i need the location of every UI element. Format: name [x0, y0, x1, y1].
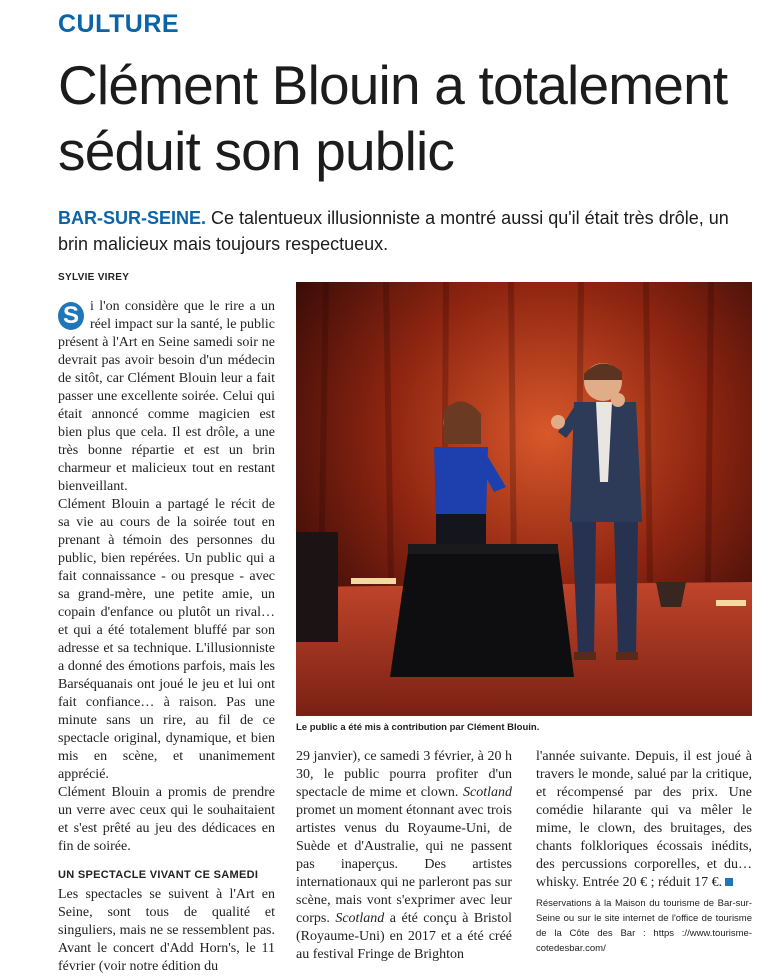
show-title-1: Scotland [463, 785, 512, 800]
headline-line-2: séduit son public [58, 120, 455, 182]
drop-cap: S [58, 302, 84, 330]
photo-caption: Le public a été mis à contribution par Clément Blouin. [296, 722, 540, 733]
paragraph-1 [58, 298, 275, 496]
column-3-paragraph [536, 748, 752, 892]
show-title-2: Scotland [335, 911, 385, 926]
article-column-1 [58, 298, 275, 976]
column-3-text: l'année suivante. Depuis, il est joué à travers le monde, salué par la critique, et récompensé par des prix. Une comédie hilarante qui va mêler le mime, le clown, des bruitages, des chants folkloriques écossais inédits, des percussions corporelles, et du… whisky. Entrée 20 € ; réduit 17 €. [536, 749, 752, 890]
column-2-text-end: a été conçu à Bristol (Royaume-Uni) en 2017 et a été créé au festival Fringe de Brighton [296, 911, 512, 962]
reservations-info: Réservations à la Maison du tourisme de Bar-sur-Seine ou sur le site internet de l'office de tourisme de la Côte des Bar : https ://www.tourisme-cotedesbar.com/ [536, 898, 752, 954]
column-2-paragraph [296, 748, 512, 964]
paragraph-3: Clément Blouin a promis de prendre un verre avec ceux qui le souhaitaient et s'est prêté au jeu des dédicaces en fin de soirée. [58, 785, 275, 854]
paragraph-2: Clément Blouin a partagé le récit de sa vie au cours de la soirée tout en prenant à témoin des personnes du public, bien repérées. Un public qui a fait connaissance - ou presque - avec sa grand-mère, une petite amie, un copain d'enfance ou plutôt un rival… et qui a été totalement bluffé par son adresse et sa technique. L'illusionniste a donné des émotions parfois, mais les Barséquanais ont joué le jeu et lui ont fait confiance… à raison. Pas une minute sans un rire, au fil de ce spectacle original, dynamique, et bien mis en scène, et unanimement apprécié. [58, 497, 275, 782]
section-label: CULTURE [58, 10, 180, 38]
headline-line-1: Clément Blouin a totalement [58, 54, 728, 116]
paragraph-1-text: i l'on considère que le rire a un réel impact sur la santé, le public présent à l'Art en Seine samedi soir ne devrait pas avoir besoin d'un médecin de sitôt, car Clément Blouin leur a fait passer une excellente soirée. Celui qui était annoncé comme magicien est bien plus que cela. Il est drôle, a une très bonne répartie et est un brin charmeur et malicieux tout en restant bienveillant. [58, 299, 275, 494]
lead-paragraph [58, 205, 758, 257]
headline [58, 52, 758, 184]
end-square-icon [725, 878, 733, 886]
column-2-text-mid: promet un moment étonnant avec trois artistes venus du Royaume-Uni, de Suède et d'Australie, qui ne passent pas inaperçus. Des artistes internationaux qui ne parleront pas sur scène, mais vont s'exprimer avec leur corps. [296, 803, 512, 926]
subheading: UN SPECTACLE VIVANT CE SAMEDI [58, 869, 259, 881]
article-column-3 [536, 748, 752, 956]
stage-photo [296, 282, 752, 716]
column-2-text-start: 29 janvier), ce samedi 3 février, à 20 h 30, le public pourra profiter d'un spectacle de mime et clown. [296, 749, 512, 800]
byline: SYLVIE VIREY [58, 272, 130, 283]
stage-photo-illustration [296, 282, 752, 716]
location-kicker: BAR-SUR-SEINE. [58, 208, 207, 228]
paragraph-4: Les spectacles se suivent à l'Art en Seine, sont tous de qualité et singuliers, mais ne se ressemblent pas. Avant le concert d'Add Horn's, le 11 février (voir notre édition du [58, 887, 275, 974]
article-column-2 [296, 748, 512, 964]
lead-text: Ce talentueux illusionniste a montré aussi qu'il était très drôle, un brin malicieux mais toujours respectueux. [58, 208, 729, 254]
